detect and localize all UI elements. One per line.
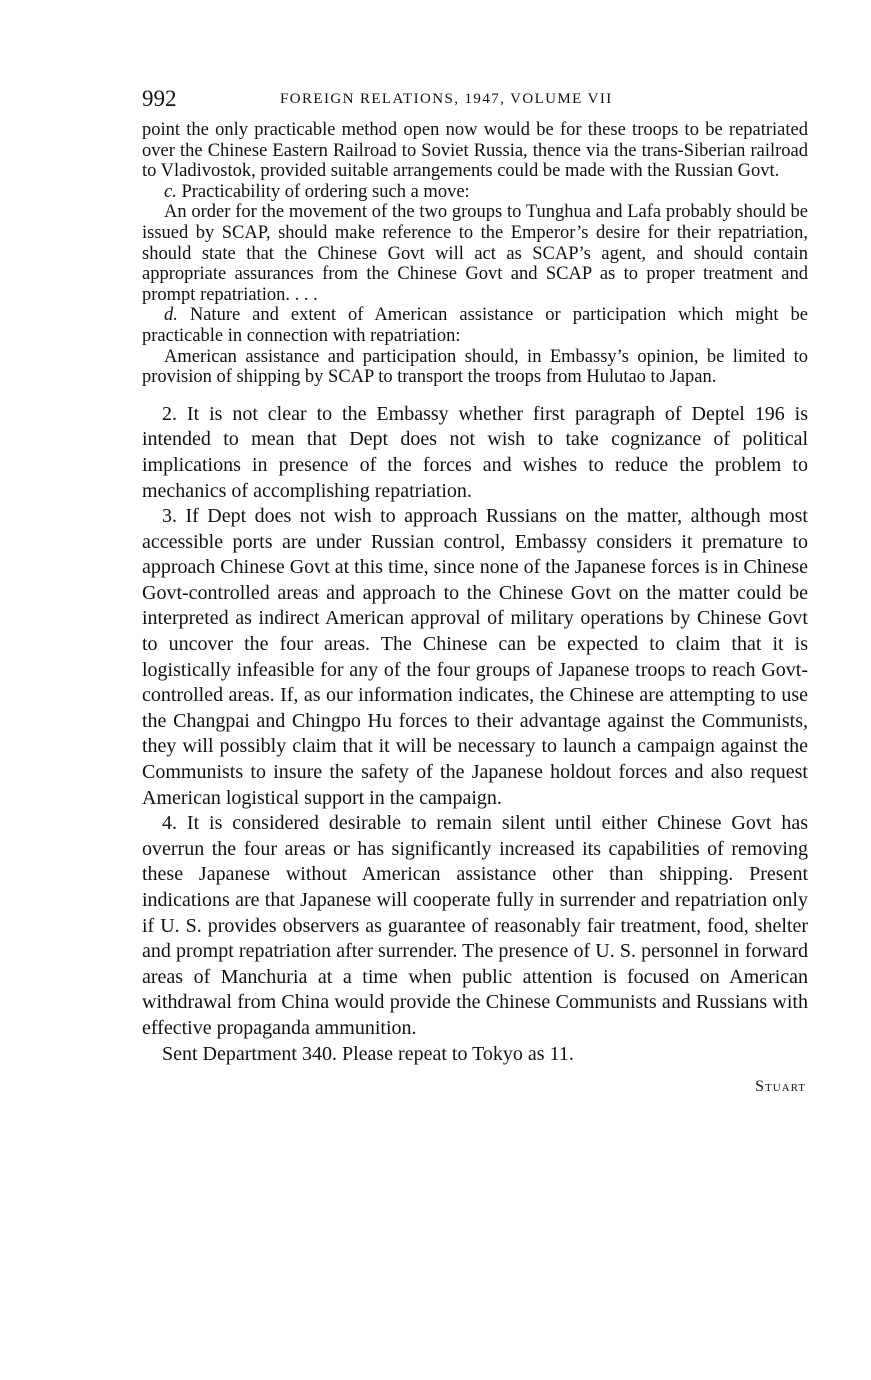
paragraph-3: 3. If Dept does not wish to approach Russians on the matter, although most accessible ports are under Russian control, Embassy considers it premature to approach Chinese Govt at this time, since none of the Japanese forces is in Chinese Govt-controlled areas and approach to the Chinese Govt on the matter could be interpreted as indirect American approval of military operations by Chinese Govt to uncover the four areas. The Chinese can be expected to claim that it is logistically infeasible for any of the four groups of Japanese troops to reach Govt-controlled areas. If, as our information indicates, the Chinese are attempting to use the Changpai and Chingpo Hu forces to their advantage against the Communists, they will possibly claim that it will be necessary to launch a campaign against the Communists to insure the safety of the Japanese holdout forces and also request American logistical support in the campaign. — [142, 505, 808, 809]
running-title: FOREIGN RELATIONS, 1947, VOLUME VII — [280, 91, 613, 107]
document-page — [142, 86, 808, 1100]
item-d-heading-text: Nature and extent of American assistance or participation which might be practicable in connection with repatriation: — [142, 305, 808, 346]
excerpt-item-c-heading — [142, 182, 808, 203]
signature: Stuart — [755, 1078, 806, 1096]
telegram-body — [142, 402, 808, 1100]
item-d-marker: d. — [164, 305, 178, 326]
quoted-excerpt — [142, 120, 808, 388]
paragraph-2: 2. It is not clear to the Embassy whether first paragraph of Deptel 196 is intended to mean that Dept does not wish to take cognizance of political implications in presence of the forces and wishes to reduce the problem to mechanics of accomplishing repatriation. — [142, 402, 808, 502]
item-c-heading-text: Practicability of ordering such a move: — [181, 181, 470, 202]
sent-line: Sent Department 340. Please repeat to Tokyo as 11. — [162, 1042, 574, 1065]
page-number: 992 — [142, 86, 177, 111]
signature-block — [142, 1073, 808, 1100]
page-header — [142, 86, 808, 120]
paragraph-4: 4. It is considered desirable to remain silent until either Chinese Govt has overrun the four areas or has significantly increased its capabilities of removing these Japanese without American assistance other than shipping. Present indications are that Japanese will cooperate fully in surrender and repatriation only if U. S. provides observers as guarantee of reasonably fair treatment, food, shelter and prompt repatriation after surrender. The presence of U. S. personnel in forward areas of Manchuria at a time when public attention is focused on American withdrawal from China would provide the Chinese Communists and Russians with effective propaganda ammunition. — [142, 812, 808, 1039]
excerpt-item-d-heading — [142, 305, 808, 346]
excerpt-paragraph-1: point the only practicable method open now would be for these troops to be repatriated over the Chinese Eastern Railroad to Soviet Russia, thence via the trans-Siberian railroad to Vladivostok, provided suitable arrangements could be made with the Russian Govt. — [142, 120, 808, 182]
excerpt-item-c-text: An order for the movement of the two groups to Tunghua and Lafa probably should be issued by SCAP, should make reference to the Emperor’s desire for their repatriation, should state that the Chinese Govt will act as SCAP’s agent, and should contain appropriate assurances from the Chinese Govt and SCAP as to proper treatment and prompt repatriation. . . . — [142, 202, 808, 305]
item-c-marker: c. — [164, 181, 177, 202]
excerpt-item-d-text: American assistance and participation should, in Embassy’s opinion, be limited to provision of shipping by SCAP to transport the troops from Hulutao to Japan. — [142, 346, 808, 388]
